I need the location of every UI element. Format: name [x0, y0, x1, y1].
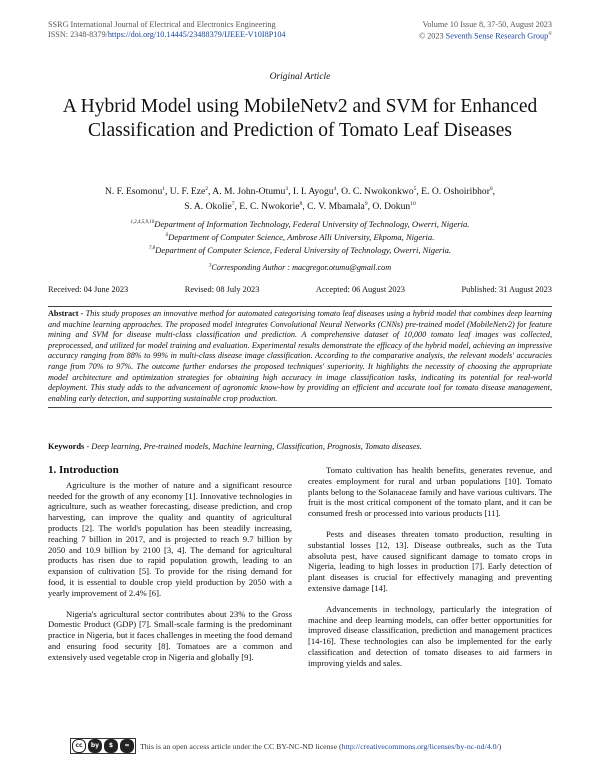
author-affiliation-mark: 1	[162, 186, 165, 192]
publisher-link[interactable]: Seventh Sense Research Group	[445, 31, 549, 41]
registered-mark: ®	[548, 32, 552, 37]
keywords	[48, 442, 552, 451]
paragraph: Pests and diseases threaten tomato production, resulting in substantial losses [12, 13]. Disease outbreaks, such as the Tuta absoluta pest, have caused significant damage to tomato crops in Nigeria, leading to high losses in production [7]. Early detection of plant diseases is crucial for effectively managing and preventing extensive damage [14].	[308, 528, 552, 593]
right-column	[308, 465, 552, 679]
author-name: N. F. Esomonu	[104, 186, 163, 198]
date-received: Received: 04 June 2023	[48, 285, 129, 294]
author-affiliation-mark: 10	[410, 201, 416, 208]
abstract-text: - This study proposes an innovative method for automated categorising tomato leaf diseases using a hybrid model that combines deep learning and machine learning approaches. The proposed model integrates Convolutional Neural Networks (CNNs) pre-trained model (MobileNetv2) for feature mining and SVM for disease multi-class classification and prediction. A comprehensive dataset of 10,000 tomato leaf images was collected, preprocessed, and utilized for model training and evaluation. Experimental results demonstrate the efficacy of the hybrid model, achieving an impressive accuracy ranging from 88% to 99% in multi-class disease image classification. According to the comparative analysis, the relevant models' accuracies range from 70% to 97%. The outcome further endorses the proposed techniques' superiority. It highlights the necessity of choosing the appropriate model architecture and optimization strategies for obtaining high accuracy in image classification tasks, indicating its potential for real-world deployment. This study adds to the advancement of agronomic know-how by providing an efficient and accurate tool for tomato disease management, enabling early detection, and supporting sustainable crop production.	[48, 309, 552, 403]
author-name: A. M. John-Otumu	[212, 186, 286, 198]
author-name: I. I. Ayogu	[292, 186, 334, 198]
author-affiliation-mark: 6	[489, 186, 493, 192]
issn: ISSN: 2348-8379/	[48, 30, 108, 39]
keywords-text: - Deep learning, Pre-trained models, Machine learning, Classification, Prognosis, Tomato diseases.	[84, 442, 422, 451]
paragraph: Tomato cultivation has health benefits, generates revenue, and creates employment for rural and urban populations [10]. Tomato plants belong to the Solanaceae family and have various cultivars. The fruit is the most critical component of the tomato plant, and it can be consumed fresh or processed into various products [11].	[308, 465, 552, 519]
copyright: © 2023	[418, 31, 446, 41]
author-affiliation-mark: 7	[231, 201, 235, 208]
journal-header	[48, 20, 286, 40]
author-name: C. V. Mbamala	[307, 201, 365, 213]
author-list	[60, 183, 540, 213]
corresponding-author: $^3$Corresponding Author : macgregor.otumu@gmail.com	[208, 263, 392, 272]
section-heading: 1. Introduction	[48, 464, 119, 476]
cc-license-icon[interactable]	[70, 738, 136, 754]
journal-name: SSRG International Journal of Electrical and Electronics Engineering	[48, 20, 276, 29]
author-name: O. C. Nwokonkwo	[341, 186, 414, 198]
author-affiliation-mark: 3	[285, 186, 289, 192]
cc-icon: cc	[72, 739, 86, 753]
author-affiliation-mark: 2	[205, 186, 209, 192]
date-revised: Revised: 08 July 2023	[184, 285, 260, 294]
keywords-label: Keywords	[48, 442, 85, 451]
by-icon: by	[88, 739, 102, 753]
doi-link[interactable]: https://doi.org/10.14445/23488379/IJEEE-V10I8P104	[107, 30, 286, 39]
affiliation: $^6$Department of Computer Science, Ambrose Alli University, Ekpoma, Nigeria.	[165, 231, 435, 242]
paragraph: Advancements in technology, particularly the integration of machine and deep learning models, can offer better opportunities for improved disease classification, prediction and management practices [14-16]. These technologies can also be implemented for the early classification and detection of tomato diseases to aid farmers in improving yields and sales.	[308, 603, 552, 668]
affiliation: $^{1,2,4,5,9,10}$Department of Information Technology, Federal University of Technology, Owerri, Nigeria.	[130, 218, 470, 229]
author-affiliation-mark: 9	[364, 201, 368, 208]
abstract-label: Abstract	[48, 309, 79, 318]
license-link[interactable]: http://creativecommons.org/licenses/by-nc-nd/4.0/	[341, 741, 499, 751]
affiliations	[40, 217, 560, 256]
abstract	[48, 306, 552, 408]
nd-icon: =	[120, 739, 134, 753]
paper-title: A Hybrid Model using MobileNetv2 and SVM for Enhanced Classification and Prediction of Tomato Leaf Diseases	[62, 96, 538, 141]
nc-icon: $	[104, 739, 118, 753]
author-name: O. Dokun	[372, 201, 411, 213]
author-name: S. A. Okolie	[184, 201, 232, 213]
paragraph: Agriculture is the mother of nature and a significant resource needed for the growth of any economy [1]. Innovative technologies in agriculture, such as weather forecasting, disease prediction, and crop harvesting, can improve the quality and quantity of agricultural products [2]. The world's population has been steadily increasing, reaching 7 billion in 2017, and is projected to reach 9.7 billion by 2050 and 10.9 billion by 2100 [3, 4]. The demand for agricultural products has risen due to rapid population growth, leading to an expansion of cultivation [5]. To provide for the rising demand for food, it is essential to double crop yield production by 2050 with a yearly improvement of 2.4% [6].	[48, 479, 292, 598]
author-name: U. F. Eze	[169, 186, 206, 198]
license-footer: cc by $ = This is an open access article under the CC BY-NC-ND license (http://creativecommons.org/licenses/by-nc-nd/4.0/)	[70, 738, 550, 754]
left-column	[48, 465, 292, 673]
authors-line-1: N. F. Esomonu$^1$, U. F. Eze$^2$, A. M. John-Otumu$^3$, I. I. Ayogu$^4$, O. C. Nwokonkwo$^5$, E. O. Oshoiribhor$^6$,	[104, 186, 496, 198]
date-accepted: Accepted: 06 August 2023	[315, 285, 405, 294]
author-affiliation-mark: 5	[413, 186, 417, 192]
author-name: E. O. Oshoiribhor	[421, 186, 490, 198]
volume-info: Volume 10 Issue 8, 37-50, August 2023	[422, 20, 552, 29]
license-text: This is an open access article under the CC BY-NC-ND license (	[140, 741, 342, 751]
author-affiliation-mark: 8	[299, 201, 303, 208]
article-dates	[48, 285, 552, 294]
paragraph: Nigeria's agricultural sector contributes about 23% to the Gross Domestic Product (GDP) [7]. Small-scale farming is the predominant practice in Nigeria, but it faces challenges in meeting the food demand and ensuring food security [8]. Tomatoes are a common and extensively used vegetable crop in Nigeria and globally [9].	[48, 608, 292, 662]
authors-line-2: S. A. Okolie$^7$, E. C. Nwokorie$^8$, C. V. Mbamala$^9$, O. Dokun$^{10}$	[184, 201, 416, 213]
article-type: Original Article	[269, 72, 331, 82]
author-name: E. C. Nwokorie	[239, 201, 300, 213]
affiliation: $^{7,8}$Department of Computer Science, Federal University of Technology, Owerri, Nigeria.	[148, 244, 452, 255]
date-published: Published: 31 August 2023	[461, 285, 552, 294]
volume-header	[419, 20, 552, 42]
author-affiliation-mark: 4	[333, 186, 337, 192]
